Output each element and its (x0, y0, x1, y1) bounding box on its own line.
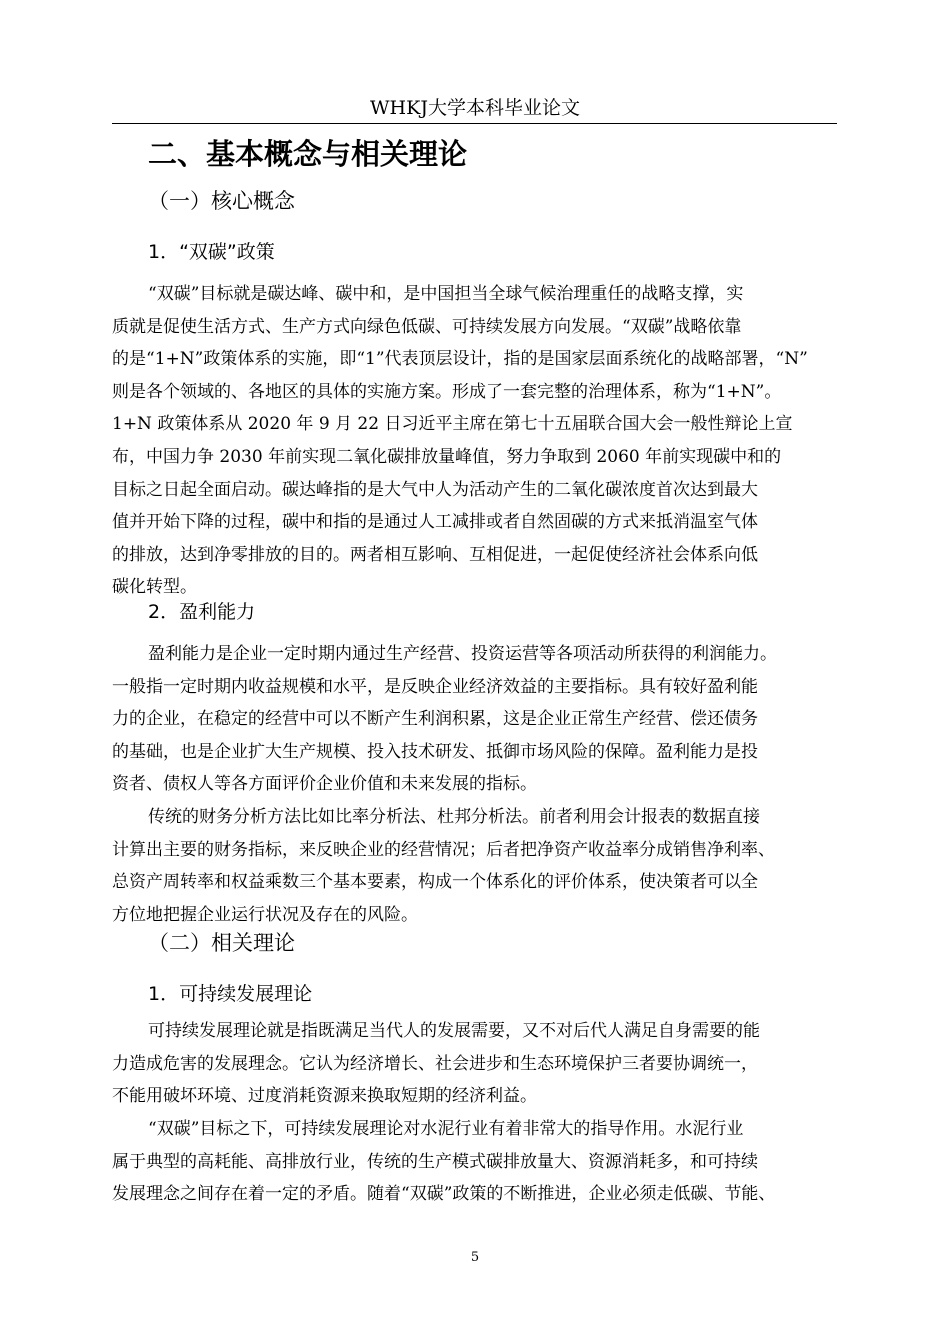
chapter-title: 二、基本概念与相关理论 (148, 137, 468, 171)
paragraph-profitability-1: 盈利能力是企业一定时期内通过生产经营、投资运营等各项活动所获得的利润能力。 一般指一定时期内收益规模和水平，是反映企业经济效益的主要指标。具有较好盈利能 力的企业，在稳定的经营中可以不断产生利润积累，这是企业正常生产经营、偿还债务 的基础，也是企业扩大生产规模、投入技术研发、抵御市场风险的保障。盈利能力是投 资者、债权人等各方面评价企业价值和未来发展的指标。 (112, 644, 777, 795)
paragraph-sustainable-2: “双碳”目标之下，可持续发展理论对水泥行业有着非常大的指导作用。水泥行业 属于典型的高耗能、高排放行业，传统的生产模式碳排放量大、资源消耗多，和可持续 发展理念之间存在着一定的矛盾。随着“双碳”政策的不断推进，企业必须走低碳、节能、 (112, 1119, 776, 1205)
header-divider (112, 123, 837, 124)
page-number: 5 (470, 1250, 480, 1265)
section-heading-related-theories: （二）相关理论 (148, 931, 295, 955)
paragraph-profitability-2: 传统的财务分析方法比如比率分析法、杜邦分析法。前者利用会计报表的数据直接 计算出主要的财务指标，来反映企业的经营情况；后者把净资产收益率分成销售净利率、 总资产周转率和权益乘数三个基本要素，构成一个体系化的评价体系，使决策者可以全 方位地把握企业运行状况及存在的风险。 (112, 807, 775, 925)
section-heading-core-concepts: （一）核心概念 (148, 189, 295, 213)
subsection-heading-dual-carbon: 1．“双碳”政策 (148, 241, 275, 263)
paragraph-dual-carbon: “双碳”目标就是碳达峰、碳中和，是中国担当全球气候治理重任的战略支撑，实 质就是促使生活方式、生产方式向绿色低碳、可持续发展方向发展。“双碳”战略依靠 的是“1+N”政策体系的实施，即“1”代表顶层设计，指的是国家层面系统化的战略部署，“N” 则是各个领域的、各地区的具体的实施方案。形成了一套完整的治理体系，称为“1+N”。 1+N 政策体系从 2020 年 9 月 22 日习近平主席在第七十五届联合国大会一般性辩论上宣 布，中国力争 2030 年前实现二氧化碳排放量峰值，努力争取到 2060 年前实现碳中和的 目标之日起全面启动。碳达峰指的是大气中人为活动产生的二氧化碳浓度首次达到最大 值并开始下降的过程，碳中和指的是通过人工减排或者自然固碳的方式来抵消温室气体 的排放，达到净零排放的目的。两者相互影响、互相促进，一起促使经济社会体系向低 碳化转型。 (112, 284, 808, 598)
subsection-heading-sustainable-development: 1．可持续发展理论 (148, 983, 313, 1005)
running-header: WHKJ大学本科毕业论文 (370, 97, 580, 119)
subsection-heading-profitability: 2．盈利能力 (148, 601, 256, 623)
paragraph-sustainable-1: 可持续发展理论就是指既满足当代人的发展需要，又不对后代人满足自身需要的能 力造成危害的发展理念。它认为经济增长、社会进步和生态环境保护三者要协调统一， 不能用破坏环境、过度消耗资源来换取短期的经济利益。 (112, 1021, 760, 1107)
